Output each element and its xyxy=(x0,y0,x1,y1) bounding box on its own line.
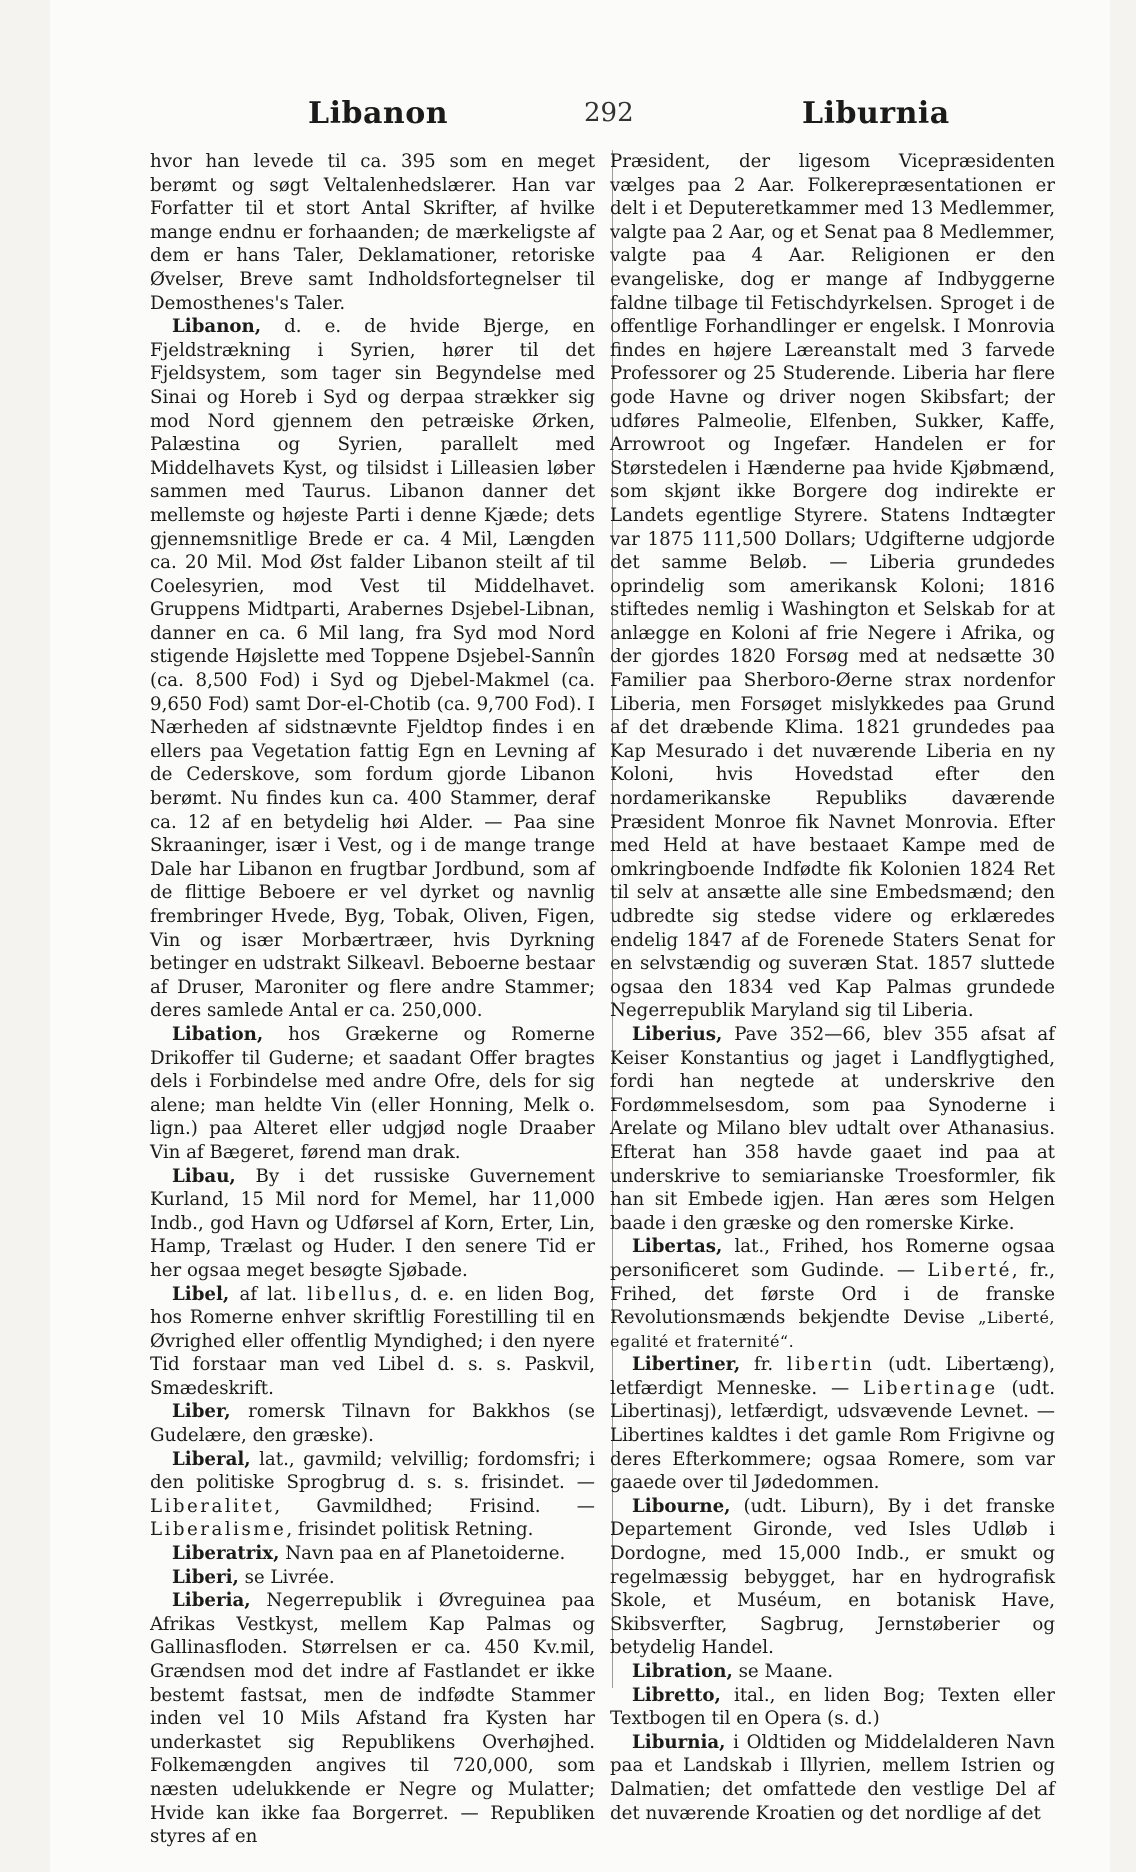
entry-libration: Libration, se Maane. xyxy=(632,1661,834,1682)
headword: Liburnia, xyxy=(632,1731,726,1753)
entry-liberatrix: Liberatrix, Navn paa en af Planetoiderne. xyxy=(172,1543,566,1565)
headword: Libanon, xyxy=(172,316,262,338)
headword: Libel, xyxy=(172,1283,230,1305)
entry-libel: Libel, af lat. libellus, d. e. en liden Bog, hos Romerne enhver skriftlig Forestilling til en Øvrighed eller offentlig Myndighed; i den nyere Tid forstaar man ved Libel d. s. s. Paskvil, Smædeskrift. xyxy=(150,1283,596,1399)
entry-liburnia: Liburnia, i Oldtiden og Middelalderen Navn paa et Landskab i Illyrien, mellem Istrien og Dalmatien; det omfattede den vestlige Del af det nuværende Kroatien og det nordlige af det xyxy=(610,1731,1055,1824)
headword: Libau, xyxy=(172,1165,236,1187)
entry-libertiner: Libertiner, fr. libertin (udt. Libertæng), letfærdigt Menneske. — Libertinage (udt. Libertinasj), letfærdigt, udsvævende Levnet. — Libertines kaldtes i det gamle Rom Frigivne og deres Efterkommere; ogsaa Romere, som var gaaede over til Jødedommen. xyxy=(610,1354,1055,1494)
headword: Libretto, xyxy=(632,1684,721,1706)
entry-libanon: Libanon, d. e. de hvide Bjerge, en Fjeldstrækning i Syrien, hører til det Fjeldsystem, som tager sin Begyndelse med Sinai og Horeb i Syd og derpaa strækker sig mod Nord gjennem den petræiske Ørken, Palæstina og Syrien, parallelt med Middelhavets Kyst, og tilsidst i Lilleasien løber sammen med Taurus. Libanon danner det mellemste og højeste Parti i denne Kjæde; dets gjennemsnitlige Brede er ca. 4 Mil, Længden ca. 20 Mil. Mod Øst falder Libanon steilt af til Coelesyrien, mod Vest til Middelhavet. Gruppens Midtparti, Arabernes Dsjebel-Libnan, danner en ca. 6 Mil lang, fra Syd mod Nord stigende Højslette med Toppene Dsjebel-Sannîn (ca. 8,500 Fod) i Syd og Djebel-Makmel (ca. 9,650 Fod) samt Dor-el-Chotib (ca. 9,700 Fod). I Nærheden af sidstnævnte Fjeldtop findes i en ellers paa Vegetation fattig Egn en Levning af de Cederskove, som fordum gjorde Libanon berømt. Nu findes kun ca. 400 Stammer, deraf ca. 12 af en betydelig høi Alder. — Paa sine Skraaninger, især i Vest, og i de mange trange Dale har Libanon en frugtbar Jordbund, som af de flittige Beboere er vel dyrket og navnlig frembringer Hvede, Byg, Tobak, Oliven, Figen, Vin og især Morbærtræer, hvis Dyrkning betinger en udstrakt Silkeavl. Beboerne bestaar af Druser, Maroniter og flere andre Stammer; deres samlede Antal er ca. 250,000. xyxy=(150,316,595,1022)
entry-libourne: Libourne, (udt. Liburn), By i det franske Departement Gironde, ved Isles Udløb i Dordogne, med 15,000 Indb., er smukt og regelmæssig bebygget, har en hydrografisk Skole, et Muséum, en botanisk Have, Skibsverfter, Sagbrug, Jernstøberier og betydelig Handel. xyxy=(610,1495,1055,1659)
header-left-word: Libanon xyxy=(308,96,449,131)
headword: Libration, xyxy=(632,1661,733,1682)
entry-liberal: Liberal, lat., gavmild; velvillig; fordomsfri; i den politiske Sprogbrug d. s. s. frisindet. — Liberalitet, Gavmildhed; Frisind. — Liberalisme, frisindet politisk Retning. xyxy=(150,1448,595,1541)
page-number: 292 xyxy=(584,98,634,128)
headword: Liberi, xyxy=(172,1566,239,1588)
headword: Liberius, xyxy=(632,1023,723,1045)
headword: Libation, xyxy=(172,1023,264,1045)
headword: Libourne, xyxy=(632,1495,731,1517)
headword: Liberia, xyxy=(172,1590,251,1612)
entry-continuation: hvor han levede til ca. 395 som en meget berømt og søgt Veltalenhedslærer. Han var Forfatter til et stort Antal Skrifter, af hvilke mange endnu er forhaanden; de mærkeligste af dem er hans Taler, Deklamationer, retoriske Øvelser, Breve samt Indholdsfortegnelser til Demosthenes's Taler. xyxy=(150,151,595,314)
dictionary-page xyxy=(50,0,1110,1872)
entry-liberi: Liberi, se Livrée. xyxy=(172,1566,335,1588)
entry-libertas: Libertas, lat., Frihed, hos Romerne ogsaa personificeret som Gudinde. — Liberté, fr., Frihed, det første Ord i de franske Revolutionsmænds bekjendte Devise „Liberté, egalité et fraternité“. xyxy=(610,1236,1055,1351)
left-column xyxy=(150,150,595,1849)
headword: Liber, xyxy=(172,1401,231,1423)
entry-liber: Liber, romersk Tilnavn for Bakkhos (se Gudelære, den græske). xyxy=(150,1401,595,1447)
entry-libau: Libau, By i det russiske Guvernement Kurland, 15 Mil nord for Memel, har 11,000 Indb., god Havn og Udførsel af Korn, Erter, Lin, Hamp, Trælast og Huder. I den senere Tid er her ogsaa meget besøgte Sjøbade. xyxy=(150,1165,595,1281)
right-column xyxy=(610,150,1055,1825)
entry-libretto: Libretto, ital., en liden Bog; Texten eller Textbogen til en Opera (s. d.) xyxy=(610,1684,1055,1730)
headword: Liberatrix, xyxy=(172,1543,280,1565)
running-header xyxy=(50,96,1110,142)
entry-liberia-continued: Præsident, der ligesom Vicepræsidenten vælges paa 2 Aar. Folkerepræsentationen er delt i et Deputeretkammer med 13 Medlemmer, valgte paa 2 Aar, og et Senat paa 8 Medlemmer, valgte paa 4 Aar. Religionen er den evangeliske, dog er mange af Indbyggerne faldne tilbage til Fetischdyrkelsen. Sproget i de offentlige Forhandlinger er engelsk. I Monrovia findes en højere Læreanstalt med 3 farvede Professorer og 25 Studerende. Liberia har flere gode Havne og driver nogen Skibsfart; der udføres Palmeolie, Elfenben, Sukker, Kaffe, Arrowroot og Ingefær. Handelen er for Størstedelen i Hænderne paa hvide Kjøbmænd, som skjønt ikke Borgere dog indirekte er Landets egentlige Styrere. Statens Indtægter var 1875 111,500 Dollars; Udgifterne udgjorde det samme Beløb. — Liberia grundedes oprindelig som amerikansk Koloni; 1816 stiftedes nemlig i Washington et Selskab for at anlægge en Koloni af frie Negere i Afrika, og der gjordes 1820 Forsøg med at nedsætte 30 Familier paa Sherboro-Øerne strax nordenfor Liberia, men Forsøget mislykkedes paa Grund af det dræbende Klima. 1821 grundedes paa Kap Mesurado i det nuværende Liberia en ny Koloni, hvis Hovedstad efter den nordamerikanske Republiks daværende Præsident Monroe fik Navnet Monrovia. Efter med Held at have bestaaet Kampe med de omkringboende Indfødte fik Kolonien 1824 Ret til selv at ansætte alle sine Embedsmænd; den udbredte sig stedse videre og erklæredes endelig 1847 af de Forenede Staters Senat for en selvstændig og suveræn Stat. 1857 sluttede ogsaa den 1834 ved Kap Palmas grundede Negerrepublik Maryland sig til Liberia. xyxy=(610,151,1055,1022)
headword: Libertas, xyxy=(632,1236,723,1258)
headword: Libertiner, xyxy=(632,1354,741,1376)
entry-liberius: Liberius, Pave 352—66, blev 355 afsat af Keiser Konstantius og jaget i Landflygtighed, fordi han negtede at underskrive den Fordømmelsesdom, som paa Synoderne i Arelate og Milano blev udtalt over Athanasius. Efterat han 358 havde gaaet ind paa at underskrive to semiarianske Troesformler, fik han sit Embede igjen. Han æres som Helgen baade i den græske og den romerske Kirke. xyxy=(610,1023,1055,1234)
entry-liberia: Liberia, Negerrepublik i Øvreguinea paa Afrikas Vestkyst, mellem Kap Palmas og Gallinasfloden. Størrelsen er ca. 450 Kv.mil, Grændsen mod det indre af Fastlandet er ikke bestemt fastsat, men de indfødte Stammer inden vel 10 Mils Afstand fra Kysten har underkastet sig Republikens Overhøjhed. Folkemængden angives til 720,000, som næsten udelukkende er Negre og Mulatter; Hvide kan ikke faa Borgerret. — Republiken styres af en xyxy=(150,1590,595,1848)
headword: Liberal, xyxy=(172,1448,251,1470)
entry-libation: Libation, hos Grækerne og Romerne Drikoffer til Guderne; et saadant Offer bragtes dels i Forbindelse med andre Ofre, dels for sig alene; man heldte Vin (eller Honning, Melk o. lign.) paa Alteret eller udgjød nogle Draaber Vin af Bægeret, førend man drak. xyxy=(150,1023,595,1163)
header-right-word: Liburnia xyxy=(802,96,950,131)
